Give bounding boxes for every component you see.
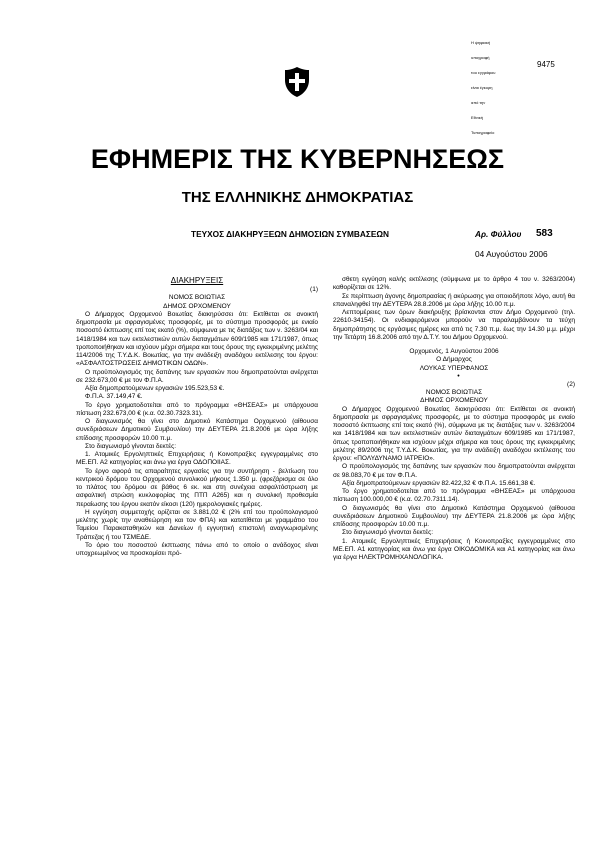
item-number: (1) bbox=[310, 286, 318, 293]
gazette-title: ΕΦΗΜΕΡΙΣ ΤΗΣ ΚΥΒΕΡΝΗΣΕΩΣ bbox=[90, 144, 505, 174]
paragraph: Ο διαγωνισμός θα γίνει στο Δημοτικό Κατάστημα Ορχομενού (αίθουσα συνεδριάσεων Δημοτικού Συμβουλίου) την ΔΕΥΤΕΡΑ 21.8.2006 με ώρα λήξης επίδοσης προσφορών 10.00 π.μ. bbox=[333, 504, 575, 528]
stamp-line: είναι έγκυρη bbox=[471, 85, 493, 90]
paragraph: Στο διαγωνισμό γίνονται δεκτές: bbox=[342, 529, 434, 537]
stamp-line: Εθνική bbox=[471, 115, 484, 120]
gazette-subtitle: ΤΗΣ ΕΛΛΗΝΙΚΗΣ ΔΗΜΟΚΡΑΤΙΑΣ bbox=[181, 189, 414, 206]
paragraph: Το όριο του ποσοστού έκπτωσης πάνω από το οποίο ο ανάδοχος είναι υποχρεωμένος να προσκομίσει πρό- bbox=[76, 541, 318, 557]
paragraph: Αξία δημοπρατούμενων εργασιών 195.523,53 €. bbox=[85, 385, 225, 392]
sheet-label: Αρ. Φύλλου bbox=[475, 229, 522, 239]
page-number: 9475 bbox=[537, 60, 555, 69]
stamp-line: Η ψηφιακή bbox=[471, 40, 491, 45]
signature-name: ΛΟΥΚΑΣ ΥΠΕΡΦΑΝΟΣ bbox=[419, 364, 489, 372]
org-municipality: ΔΗΜΟΣ ΟΡΧΟΜΕΝΟΥ bbox=[420, 397, 488, 405]
paragraph: σθετη εγγύηση καλής εκτέλεσης (σύμφωνα με το άρθρο 4 του ν. 3263/2004) καθορίζεται σε 12%. bbox=[333, 276, 575, 292]
paragraph: Ο Δήμαρχος Ορχομενού Βοιωτίας διακηρύσσει ότι: Εκτίθεται σε ανοικτή δημοπρασία με σφραγισμένες προσφορές, με το σύστημα προσφοράς με ενιαίο ποσοστό έκπτωσης επί τοις εκατό (%), σύμφωνα με τις διατάξεις των ν. 3263/04 και 1418/1984 και των εκτελεστικών αυτών διαταγμάτων 609/1985 και 171/1987, όπως τροποποιήθηκαν και ισχύουν μέχρι σήμερα και τους όρους της εγκεκριμένης μελέτης 114/2006 της Τ.Υ.Δ.Κ. Βοιωτίας, για την ανάδειξη αναδόχου εκτέλεσης του έργου: «ΑΣΦΑΛΤΟΣΤΡΩΣΕΙΣ ΔΗΜΟΤΙΚΩΝ ΟΔΩΝ». bbox=[76, 310, 318, 368]
digital-signature-stamp bbox=[471, 30, 495, 140]
section-divider: • bbox=[457, 372, 460, 380]
org-prefecture: ΝΟΜΟΣ ΒΟΙΩΤΙΑΣ bbox=[425, 389, 483, 396]
stamp-line: από την bbox=[471, 100, 486, 105]
signature-role: Ο Δήμαρχος bbox=[436, 356, 472, 364]
left-column bbox=[76, 276, 318, 558]
issue-date: 04 Αυγούστου 2006 bbox=[475, 249, 548, 259]
right-column bbox=[333, 276, 575, 562]
sheet-number: 583 bbox=[536, 228, 553, 239]
paragraph: Η εγγύηση συμμετοχής ορίζεται σε 3.881,02 € (2% επί του προϋπολογισμού μελέτης χωρίς την αναθεώρηση και τον ΦΠΑ) και κατατίθεται με γραμμάτιο του Ταμείου Παρακαταθηκών και Δανείων ή εγγυητική επιστολή αναγνωρισμένης Τράπεζας ή του ΤΣΜΕΔΕ. bbox=[76, 508, 318, 541]
paragraph: Λεπτομέρειες των όρων διακήρυξης βρίσκονται στον Δήμο Ορχομενού (τηλ. 22610-34154). Οι ενδιαφερόμενοι μπορούν να παραλαμβάνουν τα τεύχη δημοπράτησης τις εργάσιμες ημέρες και από τις 7.30 π.μ. έως την 14.30 μ.μ. μέχρι την Τετάρτη 16.8.2006 από την Δ.Τ.Υ. του Δήμου Ορχομενού. bbox=[333, 309, 575, 341]
paragraph: 1. Ατομικές Εργοληπτικές Επιχειρήσεις ή Κοινοπραξίες εγγεγραμμένες στο ΜΕ.ΕΠ. Α1 κατηγορίας και άνω για έργα ΟΙΚΟΔΟΜΙΚΑ και Α1 κατηγορίας και άνω για έργα ΗΛΕΚΤΡΟΜΗΧΑΝΟΛΟΓΙΚΑ. bbox=[333, 537, 575, 561]
paragraph: Ο διαγωνισμός θα γίνει στο Δημοτικό Κατάστημα Ορχομενού (αίθουσα συνεδριάσεων Δημοτικού Συμβουλίου) την ΔΕΥΤΕΡΑ 21.8.2006 με ώρα λήξης επίδοσης προσφορών 10.00 π.μ. bbox=[76, 418, 318, 442]
paragraph: Το έργο χρηματοδοτείται από το πρόγραμμα «ΘΗΣΕΑΣ» με υπάρχουσα πίστωση 232.673,00 € (κ.α. 02.30.7323.31). bbox=[76, 401, 318, 417]
org-municipality: ΔΗΜΟΣ ΟΡΧΟΜΕΝΟΥ bbox=[163, 302, 231, 310]
paragraph: Ο προϋπολογισμός της δαπάνης των εργασιών που δημοπρατούνται ανέρχεται σε 232.673,00 € με τον Φ.Π.Α. bbox=[76, 368, 318, 384]
paragraph: Ο Δήμαρχος Ορχομενού Βοιωτίας διακηρύσσει ότι: Εκτίθεται σε ανοικτή δημοπρασία με σφραγισμένες προσφορές, με το σύστημα προσφοράς με ενιαίο ποσοστό έκπτωσης επί τοις εκατό (%), σύμφωνα με τις διατάξεις των ν. 3263/2004 και 1418/1984 και των εκτελεστικών αυτών διαταγμάτων 609/1985 και 171/1987, όπως τροποποιήθηκαν και ισχύουν μέχρι σήμερα και τους όρους της εγκεκριμένης μελέτης 89/2006 της Τ.Υ.Δ.Κ. Βοιωτίας, για την ανάδειξη αναδόχου εκτέλεσης του έργου: «ΠΟΛΥΔΥΝΑΜΟ ΙΑΤΡΕΙΟ». bbox=[333, 405, 575, 462]
section-heading: ΔΙΑΚΗΡΥΞΕΙΣ bbox=[170, 276, 224, 285]
paragraph: Φ.Π.Α. 37.149,47 €. bbox=[85, 393, 143, 401]
item-number: (2) bbox=[567, 380, 575, 388]
stamp-line: Τυπογραφείο bbox=[471, 130, 495, 135]
signature-date: Ορχομενός, 1 Αυγούστου 2006 bbox=[409, 348, 499, 355]
paragraph: Σε περίπτωση άγονης δημοπρασίας ή ακύρωσης για οποιοδήποτε λόγο, αυτή θα επαναληφθεί την ΔΕΥΤΕΡΑ 28.8.2006 με ώρα λήξης 10.00 π.μ. bbox=[333, 292, 575, 308]
paragraph: Ο προϋπολογισμός της δαπάνης των εργασιών που δημοπρατούνται ανέρχεται σε 98.083,70 € με τον Φ.Π.Α. bbox=[333, 463, 575, 479]
paragraph: Το έργο χρηματοδοτείται από το πρόγραμμα «ΘΗΣΕΑΣ» με υπάρχουσα πίστωση 100.000,00 € (κ.α. 02.70.7311.14). bbox=[333, 488, 575, 504]
issue-label: ΤΕΥΧΟΣ ΔΙΑΚΗΡΥΞΕΩΝ ΔΗΜΟΣΙΩΝ ΣΥΜΒΑΣΕΩΝ bbox=[191, 229, 390, 239]
stamp-line: του εγγράφου bbox=[471, 70, 496, 75]
paragraph: 1. Ατομικές Εργοληπτικές Επιχειρήσεις ή Κοινοπραξίες εγγεγραμμένες στο ΜΕ.ΕΠ. Α2 κατηγορίας και άνω για έργα ΟΔΟΠΟΙΙΑΣ. bbox=[76, 451, 318, 467]
stamp-line: υπογραφή bbox=[471, 55, 490, 60]
paragraph: Το έργο αφορά τις απαραίτητες εργασίες για την συντήρηση - βελτίωση του κεντρικού δρόμου του Ορχομενού συνολικού μήκους 1.350 μ. (φρεζάρισμα σε όλο το πλάτος του δρόμου σε βάθος 6 εκ. και στη συνέχεια ασφαλτόστρωση με ασφαλτική στρώση κυκλοφορίας της ΠΤΠ Α265) και η συνολική προθεσμία περαίωσης του έργου εκατόν είκοσι (120) ημερολογιακές ημέρες. bbox=[76, 467, 318, 508]
greek-coat-of-arms-icon bbox=[282, 66, 312, 98]
paragraph: Αξία δημοπρατούμενων εργασιών 82.422,32 € Φ.Π.Α. 15.661,38 €. bbox=[342, 479, 536, 487]
paragraph: Στο διαγωνισμό γίνονται δεκτές: bbox=[85, 442, 177, 450]
org-prefecture: ΝΟΜΟΣ ΒΟΙΩΤΙΑΣ bbox=[168, 294, 226, 302]
